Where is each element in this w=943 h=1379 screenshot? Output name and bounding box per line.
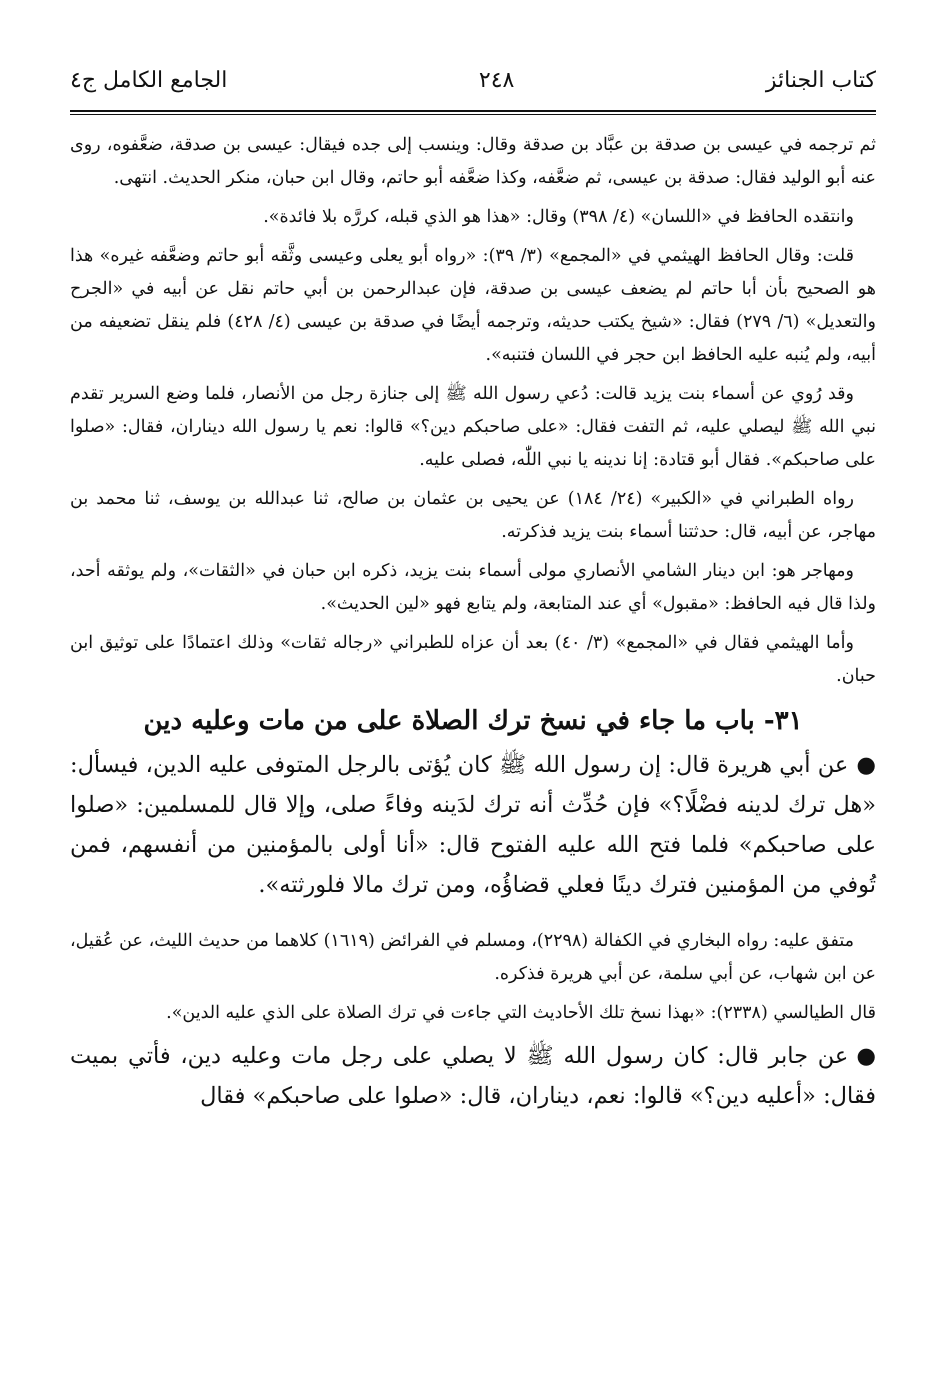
header-rule: [70, 110, 876, 115]
commentary-paragraph: وأما الهيثمي فقال في «المجمع» (٣/ ٤٠) بعد أن عزاه للطبراني «رجاله ثقات» وذلك اعتمادًا على توثيق ابن حبان.: [70, 633, 876, 686]
commentary-bottom: [70, 925, 876, 1030]
hadith-block: [70, 745, 876, 905]
hadith-paragraph: [70, 1036, 876, 1116]
bullet-icon: ●: [856, 752, 876, 778]
commentary-paragraph: وقد رُوي عن أسماء بنت يزيد قالت: دُعي رسول الله ﷺ إلى جنازة رجل من الأنصار، فلما وضع السرير تقدم نبي الله ﷺ ليصلي عليه، ثم التفت فقال: «على صاحبكم دين؟» قالوا: نعم يا رسول الله ديناران، فقال: «صلوا على صاحبكم». فقال أبو قتادة: إنا ندينه يا نبي اللّٰه، فصلى عليه.: [70, 384, 876, 470]
book-page: [70, 58, 876, 1122]
book-title: كتاب الجنائز: [765, 68, 876, 93]
commentary-paragraph: ومهاجر هو: ابن دينار الشامي الأنصاري مولى أسماء بنت يزيد، ذكره ابن حبان في «الثقات»، ولم يوثقه أحد، ولذا قال فيه الحافظ: «مقبول» أي عند المتابعة، ولم يتابع فهو «لين الحديث».: [70, 561, 876, 614]
spacer: [70, 911, 876, 925]
hadith-text: عن جابر قال: كان رسول الله ﷺ لا يصلي على رجل مات وعليه دين، فأتي بميت فقال: «أعليه دين؟» قالوا: نعم، ديناران، قال: «صلوا على صاحبكم» فقال: [70, 1043, 876, 1109]
running-header: [70, 58, 876, 104]
chapter-heading: ٣١- باب ما جاء في نسخ ترك الصلاة على من مات وعليه دين: [143, 706, 803, 736]
commentary-paragraph: قلت: وقال الحافظ الهيثمي في «المجمع» (٣/ ٣٩): «رواه أبو يعلى وعيسى وثَّقه أبو حاتم وضعَّفه غيره» هذا هو الصحيح بأن أبا حاتم لم يضعف عيسى بن صدقة، فإن عبدالرحمن بن أبي حاتم نقل عن أبيه في «الجرح والتعديل» (٦/ ٢٧٩) فقال: «شيخ يكتب حديثه، وترجمه أيضًا في صدقة بن عيسى (٤/ ٤٢٨) فلم ينقل تضعيفه من أبيه، ولم يُنبه عليه الحافظ ابن حجر في اللسان فتنبه».: [70, 246, 876, 365]
commentary-paragraph: متفق عليه: رواه البخاري في الكفالة (٢٢٩٨)، ومسلم في الفرائض (١٦١٩) كلاهما من حديث الليث، عن عُقيل، عن ابن شهاب، عن أبي سلمة، عن أبي هريرة فذكره.: [70, 931, 876, 984]
volume-title: الجامع الكامل ج٤: [70, 68, 228, 93]
commentary-paragraph: وانتقده الحافظ في «اللسان» (٤/ ٣٩٨) وقال: «هذا هو الذي قبله، كررَّه بلا فائدة».: [263, 207, 854, 227]
commentary-paragraph: قال الطيالسي (٢٣٣٨): «بهذا نسخ تلك الأحاديث التي جاءت في ترك الصلاة على الذي عليه الدين».: [166, 1003, 876, 1023]
bullet-icon: ●: [856, 1043, 876, 1069]
commentary-paragraph: ثم ترجمه في عيسى بن صدقة بن عبَّاد بن صدقة وقال: وينسب إلى جده فيقال: عيسى بن صدقة، ضعَّفوه، روى عنه أبو الوليد فقال: صدقة بن عيسى، ثم ضعَّفه، وكذا ضعَّفه أبو حاتم، وقال ابن حبان، منكر الحديث. انتهى.: [70, 135, 876, 188]
commentary-paragraph: رواه الطبراني في «الكبير» (٢٤/ ١٨٤) عن يحيى بن عثمان بن صالح، ثنا عبدالله بن يوسف، ثنا محمد بن مهاجر، عن أبيه، قال: حدثتنا أسماء بنت يزيد فذكرته.: [70, 489, 876, 542]
commentary-top: [70, 129, 876, 693]
hadith-paragraph: [70, 745, 876, 905]
hadith-text: عن أبي هريرة قال: إن رسول الله ﷺ كان يُؤتى بالرجل المتوفى عليه الدين، فيسأل: «هل ترك لدينه فضْلًا؟» فإن حُدِّث أنه ترك لدَينه وفاءً صلى، وإلا قال للمسلمين: «صلوا على صاحبكم» فلما فتح الله عليه الفتوح قال: «أنا أولى بالمؤمنين من أنفسهم، فمن تُوفي من المؤمنين فترك دينًا فعلي قضاؤُه، ومن ترك مالا فلورثته».: [70, 752, 876, 898]
page-number: ٢٤٨: [478, 68, 515, 93]
hadith-block: [70, 1036, 876, 1116]
